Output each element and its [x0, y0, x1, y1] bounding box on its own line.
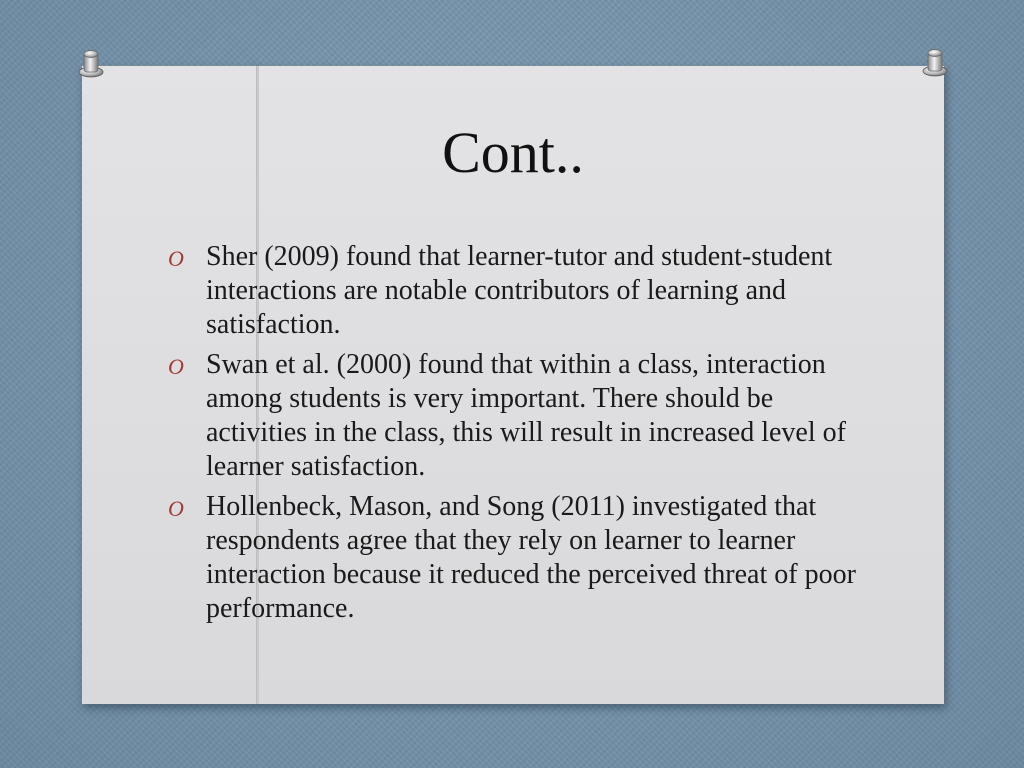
pushpin-icon: [74, 45, 108, 79]
bullet-text: Hollenbeck, Mason, and Song (2011) investigated that respondents agree that they rely on learner to learner interaction because it reduced the perceived threat of poor performance.: [206, 491, 856, 624]
bullet-marker-icon: O: [168, 496, 184, 521]
bullet-marker-icon: O: [168, 246, 184, 271]
slide-board: [82, 66, 944, 704]
bullet-item: [166, 240, 866, 342]
bullet-text: Swan et al. (2000) found that within a class, interaction among students is very important. There should be activities in the class, this will result in increased level of learner satisfaction.: [206, 349, 846, 482]
slide-title: Cont..: [442, 120, 584, 185]
bullet-text: Sher (2009) found that learner-tutor and student-student interactions are notable contributors of learning and satisfaction.: [206, 241, 833, 340]
bullet-item: [166, 348, 866, 484]
bullet-list: [166, 240, 866, 632]
pushpin-icon: [918, 44, 952, 78]
bullet-marker-icon: O: [168, 354, 184, 379]
bullet-item: [166, 490, 866, 626]
